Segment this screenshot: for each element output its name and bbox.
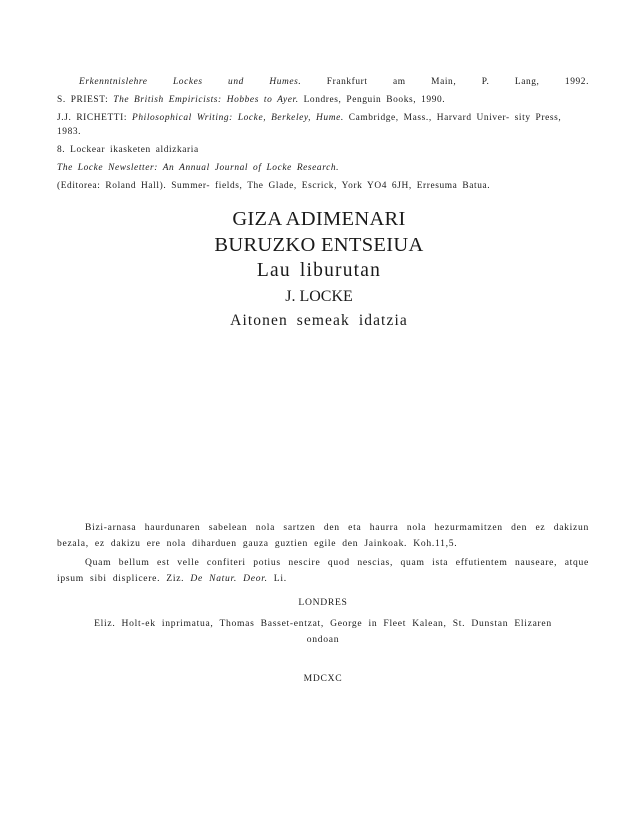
book-title-line-1: GIZA ADIMENARI — [232, 208, 406, 230]
imprint-printer: Eliz. Holt-ek inprimatua, Thomas Basset-entzat, George in Fleet Kalean, St. Dunstan Elizaren ondoan — [94, 618, 552, 645]
epigraph — [57, 555, 589, 587]
imprint-year: MDCXC — [303, 673, 343, 684]
reference-title: Erkenntnislehre Lockes und Humes. — [79, 77, 302, 87]
reference-entry — [57, 93, 589, 107]
reference-details: Cambridge, Mass., Harvard Univer- sity Press, 1983. — [57, 113, 562, 137]
imprint-city: LONDRES — [298, 597, 348, 608]
bibliography — [57, 75, 589, 197]
reference-author: J.J. RICHETTI: — [57, 113, 128, 123]
book-author: J. LOCKE — [285, 288, 353, 305]
journal-title: The Locke Newsletter: An Annual Journal of Locke Research. — [57, 163, 340, 173]
epigraphs — [57, 520, 589, 590]
epigraph-reference: Li. — [273, 573, 287, 584]
epigraph-source: De Natur. Deor. — [190, 573, 268, 584]
translator-credit: Aitonen semeak idatzia — [230, 312, 408, 329]
journal-editor-note: (Editorea: Roland Hall). Summer- fields, The Glade, Escrick, York YO4 6JH, Erresuma Batua. — [57, 181, 491, 191]
title-block — [0, 206, 638, 333]
reference-title: The British Empiricists: Hobbes to Ayer. — [113, 95, 299, 105]
reference-author: S. PRIEST: — [57, 95, 109, 105]
reference-details: Londres, Penguin Books, 1990. — [303, 95, 446, 105]
imprint — [57, 596, 589, 686]
reference-title: Philosophical Writing: Locke, Berkeley, Hume. — [132, 113, 344, 123]
reference-entry — [57, 111, 589, 139]
reference-entry — [57, 75, 589, 89]
epigraph-text: Quam bellum est velle confiteri potius nescire quod nescias, quam ista effutientem nauseare, atque ipsum sibi displicere. Ziz. — [57, 557, 589, 584]
reference-details: Frankfurt am Main, P. Lang, 1992. — [326, 77, 590, 87]
book-title-line-2: BURUZKO ENTSEIUA — [214, 234, 424, 256]
section-heading: 8. Lockear ikasketen aldizkaria — [57, 145, 199, 155]
book-subtitle: Lau liburutan — [256, 260, 382, 281]
epigraph: Bizi-arnasa haurdunaren sabelean nola sartzen den eta haurra nola hezurmamitzen den ez dakizun bezala, ez dakizu ere nola diharduen gauza guztien egile den Jainkoak. Koh.11,5. — [57, 522, 589, 549]
